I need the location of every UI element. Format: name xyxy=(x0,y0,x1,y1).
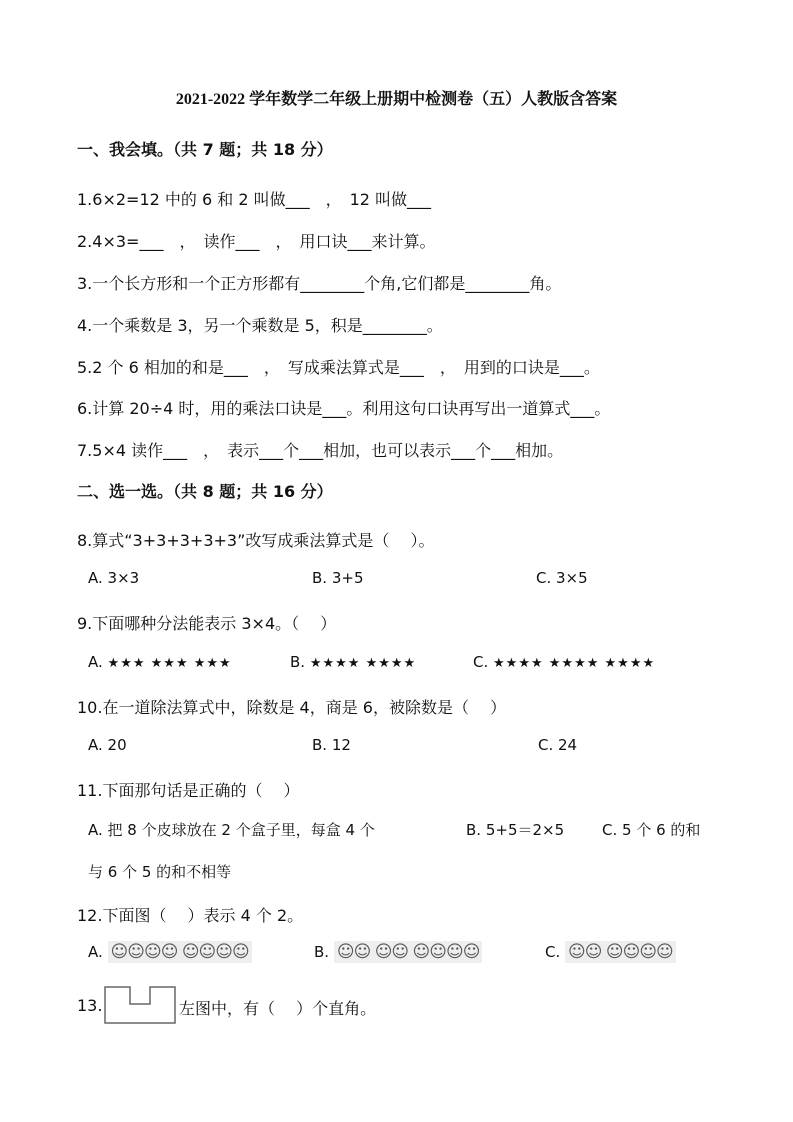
smiley-group-icon: ☺☺ ☺☺☺☺ xyxy=(565,941,676,963)
question-11-option-a: A. 把 8 个皮球放在 2 个盒子里，每盒 4 个 xyxy=(88,821,375,839)
option-a-label: A. xyxy=(88,943,103,961)
option-c-label: C. xyxy=(473,653,489,671)
star-group-icon: ★★★★ ★★★★ ★★★★ xyxy=(493,656,656,671)
smiley-group-icon: ☺☺☺☺ ☺☺☺☺ xyxy=(108,941,252,963)
question-9-option-c xyxy=(473,653,655,671)
question-13-text: 左图中，有（ ）个直角。 xyxy=(179,999,377,1018)
question-8-option-a: A. 3×3 xyxy=(88,569,140,587)
question-9-option-a xyxy=(88,653,232,671)
question-1: 1.6×2=12 中的 6 和 2 叫做___ ， 12 叫做___ xyxy=(77,190,432,209)
question-12-option-a xyxy=(88,941,252,963)
question-11-option-c-continued: 与 6 个 5 的和不相等 xyxy=(88,863,232,881)
question-11-option-b: B. 5+5＝2×5 xyxy=(466,821,565,839)
question-9-stem: 9.下面哪种分法能表示 3×4。（ ） xyxy=(77,614,337,633)
question-10-option-c: C. 24 xyxy=(538,736,578,754)
question-7: 7.5×4 读作___ ， 表示___个___相加，也可以表示___个___相加。 xyxy=(77,441,564,460)
question-8-option-b: B. 3+5 xyxy=(312,569,364,587)
question-13-number: 13. xyxy=(77,996,103,1015)
question-11-option-c: C. 5 个 6 的和 xyxy=(602,821,701,839)
question-8-option-c: C. 3×5 xyxy=(536,569,588,587)
option-b-label: B. xyxy=(314,943,330,961)
question-12-option-c xyxy=(545,941,676,963)
option-c-label: C. xyxy=(545,943,561,961)
question-6: 6.计算 20÷4 时，用的乘法口诀是___。利用这句口诀再写出一道算式___。 xyxy=(77,399,611,418)
question-12-stem: 12.下面图（ ）表示 4 个 2。 xyxy=(77,906,304,925)
question-8-stem: 8.算式“3+3+3+3+3”改写成乘法算式是（ ）。 xyxy=(77,531,435,550)
question-3: 3.一个长方形和一个正方形都有________个角,它们都是________角。 xyxy=(77,274,562,293)
star-group-icon: ★★★★ ★★★★ xyxy=(309,656,417,671)
star-group-icon: ★★★ ★★★ ★★★ xyxy=(107,656,232,671)
option-a-label: A. xyxy=(88,653,103,671)
section-2-heading: 二、选一选。（共 8 题；共 16 分） xyxy=(77,482,333,501)
page-title: 2021-2022 学年数学二年级上册期中检测卷（五）人教版含答案 xyxy=(175,91,618,108)
question-9-option-b xyxy=(290,653,416,671)
question-4: 4.一个乘数是 3，另一个乘数是 5，积是________。 xyxy=(77,316,443,335)
smiley-group-icon: ☺☺ ☺☺ ☺☺☺☺ xyxy=(334,941,483,963)
question-5: 5.2 个 6 相加的和是___ ， 写成乘法算式是___ ， 用到的口诀是___。 xyxy=(77,358,600,377)
question-10-option-a: A. 20 xyxy=(88,736,127,754)
section-1-heading: 一、我会填。（共 7 题；共 18 分） xyxy=(77,140,333,159)
question-11-stem: 11.下面那句话是正确的（ ） xyxy=(77,781,300,800)
question-10-stem: 10.在一道除法算式中，除数是 4，商是 6，被除数是（ ） xyxy=(77,698,507,717)
question-12-option-b xyxy=(314,941,482,963)
question-2: 2.4×3=___ ， 读作___ ， 用口诀___来计算。 xyxy=(77,232,436,251)
option-b-label: B. xyxy=(290,653,306,671)
question-10-option-b: B. 12 xyxy=(312,736,351,754)
u-shape-figure-icon xyxy=(104,986,176,1024)
